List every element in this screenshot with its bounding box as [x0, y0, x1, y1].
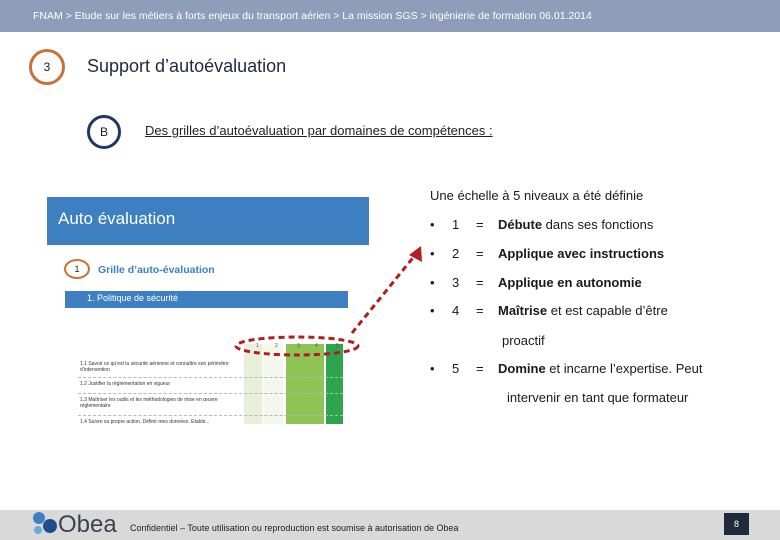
level-term: Débute — [498, 217, 543, 232]
bullet: • — [430, 275, 435, 290]
obea-logo-icon — [30, 509, 60, 537]
bullet: • — [430, 217, 435, 232]
section-number-badge: 3 — [29, 49, 65, 85]
level-description: et incarne l’expertise. Peut — [545, 361, 703, 376]
equals-sign: = — [476, 361, 484, 376]
page-number: 8 — [724, 513, 749, 535]
breadcrumb: FNAM > Etude sur les métiers à forts enjeux du transport aérien > La mission SGS > ingénierie de formation 06.01.2014 — [33, 10, 592, 22]
bullet: • — [430, 303, 435, 318]
level-4-continuation: proactif — [502, 333, 545, 348]
level-term: Applique en autonomie — [498, 275, 642, 290]
col-header-3: 3 — [297, 343, 300, 349]
level-number: 4 — [452, 303, 460, 318]
col-header-2: 2 — [275, 343, 278, 349]
obea-logo-text: Obea — [58, 511, 117, 538]
bullet: • — [430, 361, 435, 376]
bullet: • — [430, 246, 435, 261]
level-5-continuation: intervenir en tant que formateur — [507, 390, 689, 405]
level-item-1 — [430, 217, 653, 232]
level-term: Maîtrise — [498, 303, 548, 318]
col-header-4: 4 — [315, 343, 318, 349]
screenshot-grid-title: Grille d’auto-évaluation — [98, 264, 215, 276]
level-description: dans ses fonctions — [542, 217, 654, 232]
equals-sign: = — [476, 303, 484, 318]
subsection-title: Des grilles d’autoévaluation par domaines de compétences : — [145, 123, 493, 138]
grid-row-label: 1.4 Suivre sa propre action. Définir mes données. Etablir... — [80, 419, 210, 425]
grid-row-label: 1.2 Justifier la réglementation en vigueur — [80, 381, 171, 387]
level-number: 5 — [452, 361, 460, 376]
level-item-2 — [430, 246, 664, 261]
level-term: Applique avec instructions — [498, 246, 665, 261]
col-header-1: 1 — [256, 343, 259, 349]
screenshot-number-badge: 1 — [64, 259, 90, 279]
connector-line — [352, 254, 416, 333]
level-number: 2 — [452, 246, 460, 261]
screenshot-header-title: Auto évaluation — [58, 209, 176, 228]
level-description: et est capable d’être — [547, 303, 668, 318]
subsection-letter-badge: B — [87, 115, 121, 149]
scale-intro: Une échelle à 5 niveaux a été définie — [430, 188, 644, 203]
equals-sign: = — [476, 246, 484, 261]
grid-row-label: 1.3 Maîtriser les outils et les méthodologies de mise en œuvre réglementaire — [80, 397, 218, 409]
page-title: Support d’autoévaluation — [87, 56, 287, 76]
equals-sign: = — [476, 275, 484, 290]
level-number: 1 — [452, 217, 460, 232]
level-item-5 — [430, 361, 702, 376]
screenshot-domain-label: 1. Politique de sécurité — [87, 293, 179, 303]
level-number: 3 — [452, 275, 460, 290]
level-item-3 — [430, 275, 642, 290]
grid-row-label: 1.1 Savoir ce qu’est la sécurité aérienne et connaître son périmètre d’intervention — [80, 361, 229, 373]
level-item-4 — [430, 303, 668, 318]
col-header-5: 5 — [336, 343, 339, 349]
confidentiality-notice: Confidentiel – Toute utilisation ou reproduction est soumise à autorisation de Obea — [130, 523, 459, 533]
scale-highlight-ellipse — [236, 337, 358, 355]
equals-sign: = — [476, 217, 484, 232]
level-term: Domine — [498, 361, 546, 376]
